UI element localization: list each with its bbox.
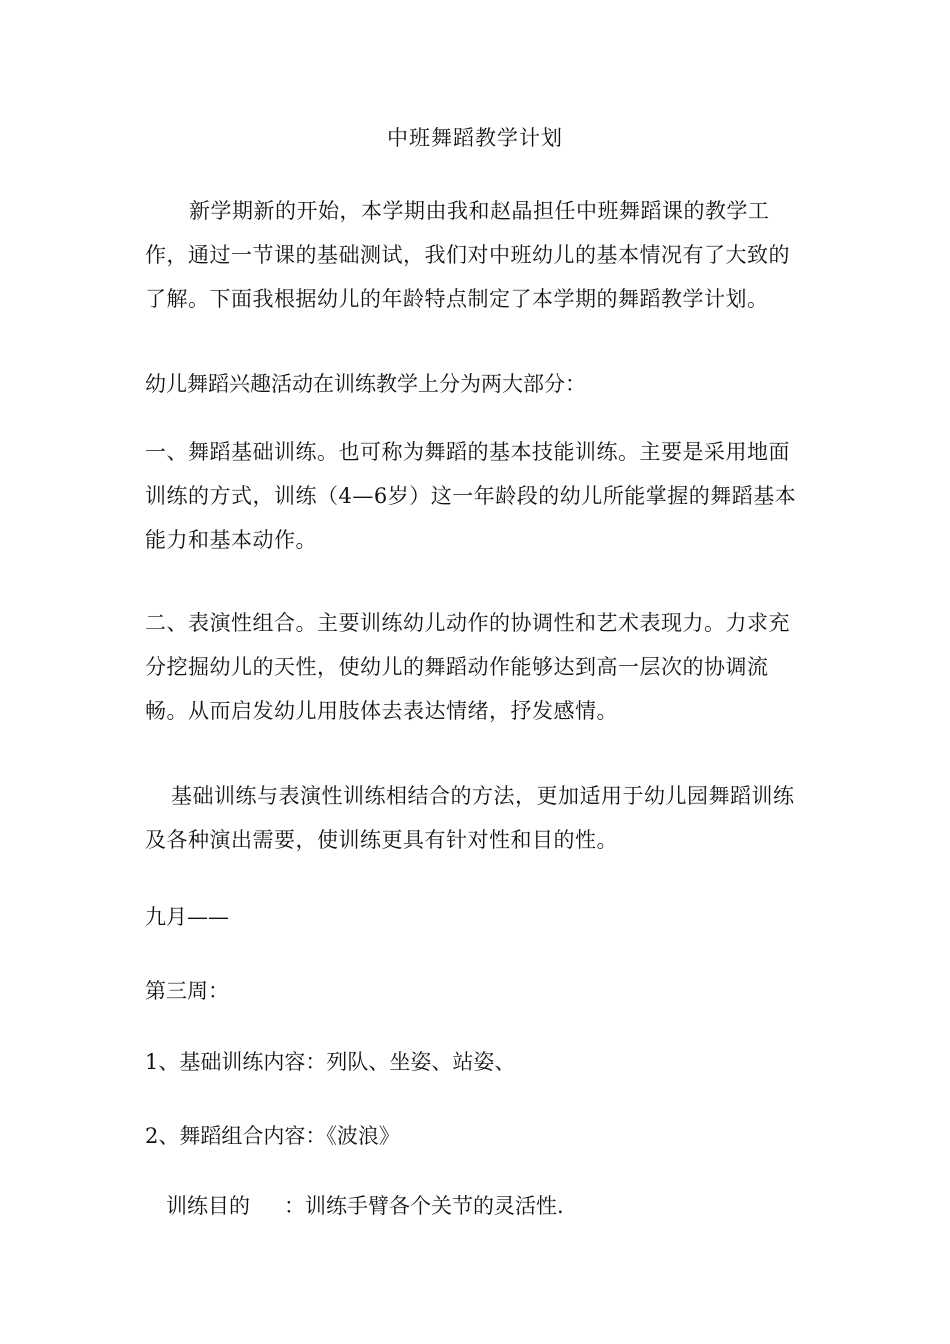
month-heading: 九月—— (145, 905, 229, 929)
week-heading: 第三周： (145, 979, 229, 1003)
part-two-paragraph: 二、表演性组合。主要训练幼儿动作的协调性和艺术表现力。力求充分挖掘幼儿的天性，使幼儿的舞蹈动作能够达到高一层次的协调流畅。从而启发幼儿用肢体去表达情绪，抒发感情。 (145, 611, 790, 723)
purpose-label: 训练目的 (166, 1194, 250, 1218)
document-title: 中班舞蹈教学计划 (387, 126, 563, 150)
part-one-paragraph: 一、舞蹈基础训练。也可称为舞蹈的基本技能训练。主要是采用地面训练的方式，训练（4—6岁）这一年龄段的幼儿所能掌握的舞蹈基本能力和基本动作。 (145, 440, 797, 552)
training-content-item: 1、基础训练内容：列队、坐姿、站姿、 (145, 1050, 516, 1074)
intro-paragraph: 新学期新的开始，本学期由我和赵晶担任中班舞蹈课的教学工作，通过一节课的基础测试，我们对中班幼儿的基本情况有了大致的了解。下面我根据幼儿的年龄特点制定了本学期的舞蹈教学计划。 (145, 199, 790, 311)
overview-line: 幼儿舞蹈兴趣活动在训练教学上分为两大部分： (145, 372, 586, 396)
training-purpose-line (166, 1192, 564, 1220)
purpose-text: ：训练手臂各个关节的灵活性. (284, 1194, 564, 1218)
combined-method-paragraph: 基础训练与表演性训练相结合的方法，更加适用于幼儿园舞蹈训练及各种演出需要，使训练更具有针对性和目的性。 (145, 784, 795, 852)
dance-combination-item: 2、舞蹈组合内容：《波浪》 (145, 1124, 400, 1148)
